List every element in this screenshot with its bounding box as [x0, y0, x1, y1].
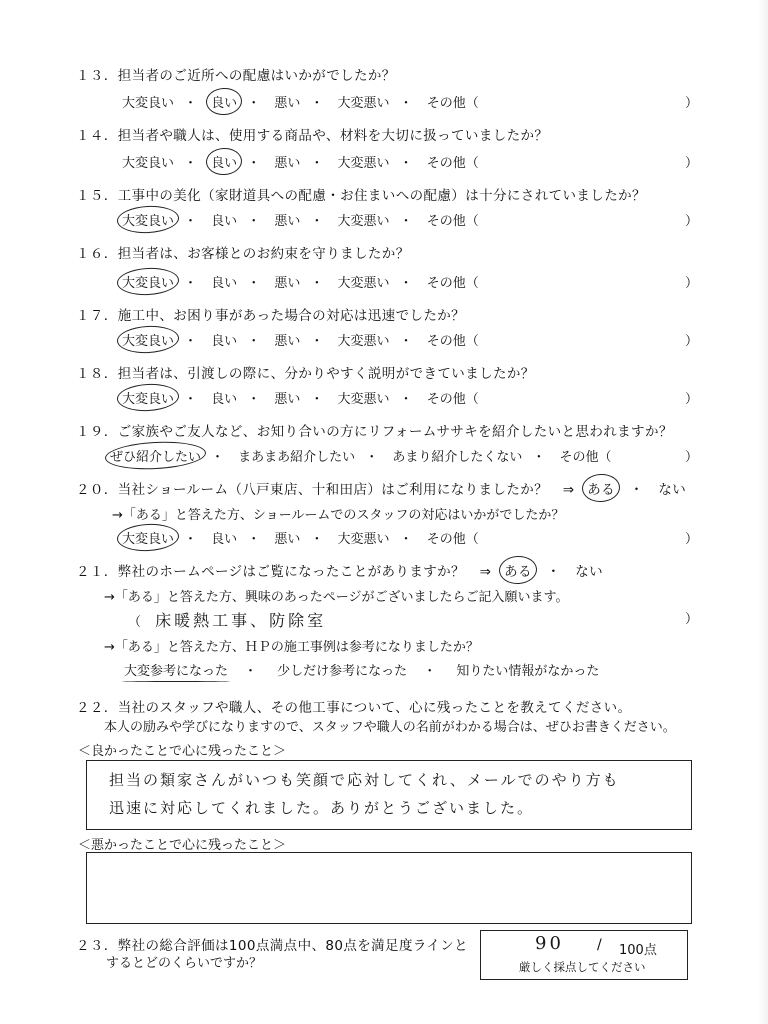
close-paren: ）: [684, 612, 698, 627]
answer-21-no[interactable]: ない: [575, 564, 603, 580]
selection-circle: [116, 204, 179, 234]
question-21: ２１．弊社のホームページはご覧になったことがありますか？ ⇒ ある ・ ない: [76, 560, 603, 580]
interest-pages-field[interactable]: [128, 608, 698, 631]
selection-mark: [122, 681, 230, 682]
option-20-very-bad[interactable]: 大変悪い: [337, 532, 390, 547]
question-18: １８．担当者は、引渡しの際に、分かりやすく説明ができていましたか？: [76, 366, 535, 382]
option-label: ぜひ紹介したい: [110, 450, 202, 465]
option-label: ある: [587, 482, 615, 498]
options-13: 大変良い ・ 良い ・ 悪い ・ 大変悪い ・ その他（ ）: [122, 92, 698, 111]
option-16-very-good-selected[interactable]: [122, 272, 174, 291]
option-20-very-good-selected[interactable]: [122, 528, 174, 547]
option-label: 大変良い: [122, 276, 175, 291]
option-17-very-good-selected[interactable]: [122, 330, 174, 349]
bad-comment-box[interactable]: [86, 852, 692, 924]
option-15-very-good-selected[interactable]: [122, 210, 174, 229]
option-16-good[interactable]: 良い: [211, 276, 238, 291]
close-paren: ）: [684, 334, 698, 349]
question-21-text: ２１．弊社のホームページはご覧になったことがありますか？: [76, 564, 465, 580]
option-14-other[interactable]: その他（: [426, 156, 479, 171]
option-17-other[interactable]: その他（: [426, 334, 479, 349]
selection-circle: [104, 439, 206, 471]
selection-circle: [205, 87, 242, 116]
option-21-somewhat-helpful[interactable]: 少しだけ参考になった: [277, 664, 408, 679]
question-15: １５．工事中の美化（家財道具への配慮・お住まいへの配慮）は十分にされていましたか？: [76, 188, 646, 204]
good-comment-line-1: 担当の類家さんがいつも笑顔で応対してくれ、メールでのやり方も: [109, 771, 620, 789]
arrow-icon: ⇒: [562, 482, 575, 498]
option-19-other[interactable]: その他（: [559, 450, 612, 465]
option-label: 大変参考になった: [124, 664, 229, 679]
options-20: 大変良い ・ 良い ・ 悪い ・ 大変悪い ・ その他（ ）: [122, 528, 698, 547]
question-16: １６．担当者は、お客様とのお約束を守りましたか？: [76, 246, 410, 262]
close-paren: ）: [684, 532, 698, 547]
open-paren: （: [128, 615, 142, 630]
bad-comment-label: ＜悪かったことで心に残ったこと＞: [78, 838, 287, 853]
option-14-very-good[interactable]: 大変良い: [122, 156, 175, 171]
selection-circle: [116, 522, 179, 552]
answer-20-yes-selected[interactable]: [587, 478, 615, 498]
score-box[interactable]: [480, 930, 688, 980]
option-17-good[interactable]: 良い: [211, 334, 238, 349]
question-23-line-2: するとどのくらいですか？: [106, 956, 263, 971]
options-17: 大変良い ・ 良い ・ 悪い ・ 大変悪い ・ その他（ ）: [122, 330, 698, 349]
question-14: １４．担当者や職人は、使用する商品や、材料を大切に扱っていましたか？: [76, 128, 549, 144]
option-label: 大変良い: [122, 214, 175, 229]
question-22: ２２．当社のスタッフや職人、その他工事について、心に残ったことを教えてください。: [76, 700, 632, 716]
options-15: 大変良い ・ 良い ・ 悪い ・ 大変悪い ・ その他（ ）: [122, 210, 698, 229]
options-19: ぜひ紹介したい ・ まあまあ紹介したい ・ あまり紹介したくない ・ その他（ ）: [110, 446, 698, 465]
option-label: 大変良い: [122, 392, 175, 407]
question-20-text: ２０．当社ショールーム（八戸東店、十和田店）はご利用になりましたか？: [76, 482, 549, 498]
close-paren: ）: [684, 276, 698, 291]
score-slash: /: [597, 937, 602, 953]
option-20-bad[interactable]: 悪い: [274, 532, 301, 547]
option-19-definitely-selected[interactable]: [110, 446, 201, 465]
option-15-other[interactable]: その他（: [426, 214, 479, 229]
scan-edge: [758, 0, 768, 1024]
question-13: １３．担当者のご近所への配慮はいかがでしたか？: [76, 68, 396, 84]
selection-circle: [116, 266, 179, 296]
option-17-bad[interactable]: 悪い: [274, 334, 301, 349]
option-14-very-bad[interactable]: 大変悪い: [337, 156, 390, 171]
followup-20: →「ある」と答えた方、ショールームでのスタッフの対応はいかがでしたか？: [112, 508, 565, 523]
arrow-icon: ⇒: [479, 564, 492, 580]
selection-circle: [116, 382, 179, 412]
good-comment-box[interactable]: [86, 760, 692, 830]
option-21-very-helpful-selected[interactable]: [124, 660, 228, 679]
option-16-bad[interactable]: 悪い: [274, 276, 301, 291]
question-20: ２０．当社ショールーム（八戸東店、十和田店）はご利用になりましたか？ ⇒ ある ・ ない: [76, 478, 686, 498]
option-17-very-bad[interactable]: 大変悪い: [337, 334, 390, 349]
good-comment-label: ＜良かったことで心に残ったこと＞: [78, 744, 287, 759]
close-paren: ）: [684, 450, 698, 465]
option-20-good[interactable]: 良い: [211, 532, 238, 547]
option-16-other[interactable]: その他（: [426, 276, 479, 291]
option-label: ある: [504, 564, 532, 580]
options-18: 大変良い ・ 良い ・ 悪い ・ 大変悪い ・ その他（ ）: [122, 388, 698, 407]
selection-circle: [116, 324, 179, 354]
option-13-other[interactable]: その他（: [426, 96, 479, 111]
close-paren: ）: [684, 96, 698, 111]
option-13-very-bad[interactable]: 大変悪い: [337, 96, 390, 111]
option-15-very-bad[interactable]: 大変悪い: [337, 214, 390, 229]
option-18-very-bad[interactable]: 大変悪い: [337, 392, 390, 407]
option-label: 良い: [211, 96, 238, 111]
options-16: 大変良い ・ 良い ・ 悪い ・ 大変悪い ・ その他（ ）: [122, 272, 698, 291]
question-23: ２３．弊社の総合評価は100点満点中、80点を満足度ラインと: [76, 938, 469, 954]
score-max: 100点: [619, 943, 657, 958]
option-14-good-selected[interactable]: [211, 152, 237, 171]
question-19: １９．ご家族やご友人など、お知り合いの方にリフォームササキを紹介したいと思われますか？: [76, 424, 673, 440]
option-14-bad[interactable]: 悪い: [274, 156, 301, 171]
option-21-not-helpful[interactable]: 知りたい情報がなかった: [456, 664, 600, 679]
options-21: 大変参考になった ・ 少しだけ参考になった ・ 知りたい情報がなかった: [124, 660, 698, 679]
followup-21-hp: →「ある」と答えた方、ＨＰの施工事例は参考になりましたか？: [104, 640, 479, 655]
answer-21-yes-selected[interactable]: [504, 560, 532, 580]
option-18-good[interactable]: 良い: [211, 392, 238, 407]
followup-21-pages: →「ある」と答えた方、興味のあったページがございましたらご記入願います。: [104, 590, 569, 605]
close-paren: ）: [684, 156, 698, 171]
option-label: 大変良い: [122, 532, 175, 547]
option-16-very-bad[interactable]: 大変悪い: [337, 276, 390, 291]
answer-20-no[interactable]: ない: [658, 482, 687, 498]
option-label: 大変良い: [122, 334, 175, 349]
option-15-bad[interactable]: 悪い: [274, 214, 301, 229]
option-19-not-really[interactable]: あまり紹介したくない: [392, 450, 523, 465]
option-18-bad[interactable]: 悪い: [274, 392, 301, 407]
option-label: 良い: [211, 156, 238, 171]
good-comment-line-2: 迅速に対応してくれました。ありがとうございました。: [109, 799, 535, 817]
question-22-note: 本人の励みや学びになりますので、スタッフや職人の名前がわかる場合は、ぜひお書きください。: [104, 720, 676, 735]
option-13-bad[interactable]: 悪い: [274, 96, 301, 111]
option-15-good[interactable]: 良い: [211, 214, 238, 229]
option-18-other[interactable]: その他（: [426, 392, 479, 407]
selection-circle: [581, 473, 620, 503]
option-13-good-selected[interactable]: [211, 92, 237, 111]
question-17: １７．施工中、お困り事があった場合の対応は迅速でしたか？: [76, 308, 466, 324]
option-18-very-good-selected[interactable]: [122, 388, 174, 407]
option-20-other[interactable]: その他（: [426, 532, 479, 547]
close-paren: ）: [684, 392, 698, 407]
options-14: 大変良い ・ 良い ・ 悪い ・ 大変悪い ・ その他（ ）: [122, 152, 698, 171]
score-value: 90: [535, 933, 564, 954]
selection-circle: [205, 147, 242, 176]
selection-circle: [498, 555, 537, 585]
handwritten-interest-pages: 床暖熱工事、防除室: [155, 611, 327, 630]
score-note: 厳しく採点してください: [519, 960, 646, 974]
option-13-very-good[interactable]: 大変良い: [122, 96, 175, 111]
option-19-somewhat[interactable]: まあまあ紹介したい: [238, 450, 356, 465]
close-paren: ）: [684, 214, 698, 229]
